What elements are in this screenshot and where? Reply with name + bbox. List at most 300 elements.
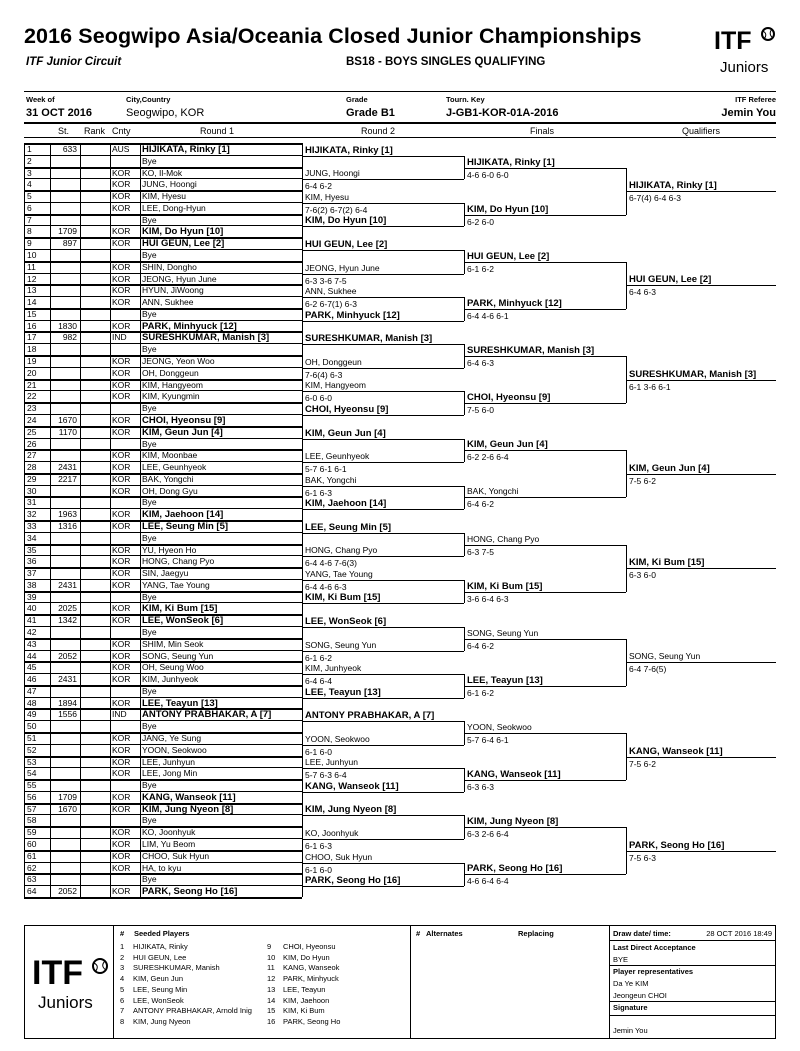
round2-line [302,886,464,887]
player-country: KOR [112,379,131,390]
round2-line [302,745,464,746]
qualifier-line [626,757,776,758]
finals-player: PARK, Minhyuck [12] [467,297,562,309]
draw-position: 11 [27,261,36,272]
finals-player: HUI GEUN, Lee [2] [467,250,550,262]
round2-player: KIM, Do Hyun [10] [305,215,387,227]
finals-line [464,309,626,310]
player-country: KOR [112,391,131,402]
seed-name: KIM, Ki Bum [283,1006,325,1016]
player-country: KOR [112,556,131,567]
player-name: ANTONY PRABHAKAR, A [7] [142,709,272,721]
player-name: YU, Hyeon Ho [142,544,197,555]
player-name: HA, to kyu [142,862,182,873]
footer-divider-1 [113,925,114,1039]
draw-position: 5 [27,191,32,202]
tourn-key-label: Tourn. Key [446,95,485,104]
draw-position: 37 [27,568,37,579]
player-country: KOR [112,485,131,496]
round2-line [302,179,464,180]
round2-score: 6-1 6-0 [305,864,332,875]
qualifier-line [626,568,776,569]
player-rank [50,486,77,497]
player-name: OH, Seung Woo [142,662,204,673]
round2-score: 6-3 3-6 7-5 [305,275,347,286]
finals-score: 5-7 6-4 6-1 [467,735,509,745]
round2-score: 6-4 6-4 [305,676,332,687]
player-name: LEE, Geunhyeok [142,462,207,473]
qualifier-score: 7-5 6-2 [629,475,656,486]
player-name: KIM, Hyesu [142,191,186,202]
finals-line [464,262,626,263]
player-country: KOR [112,285,131,296]
seed-number: 9 [267,942,272,951]
bracket-vline-r1 [302,685,303,709]
draw-position: 52 [27,744,37,755]
player-rank: 2025 [58,603,77,614]
finals-score: 6-4 6-3 [467,358,494,369]
finals-score: 6-2 6-0 [467,216,494,227]
draw-position: 43 [27,638,37,649]
player-country: KOR [112,297,131,308]
round2-player: LEE, Junhyun [305,757,358,768]
seed-name: HUI GEUN, Lee [133,952,187,962]
draw-position: 4 [27,179,32,190]
player-country: KOR [112,886,131,897]
player-name: CHOO, Suk Hyun [142,850,210,861]
player-country: KOR [112,850,131,861]
finals-player: PARK, Seong Ho [16] [467,863,563,875]
seed-number: 3 [120,963,125,973]
player-rank [50,368,77,379]
player-rank [50,391,77,402]
finals-line [464,780,626,781]
round2-player: SURESHKUMAR, Manish [3] [305,333,433,345]
player-country: KOR [112,202,131,213]
player-country: IND [112,709,127,720]
col-st: St. [58,126,70,136]
player-name: LEE, Seung Min [5] [142,520,229,532]
bracket-vline-r1 [302,544,303,568]
player-name: BAK, Yongchi [142,473,194,484]
bracket-vline-r1 [302,331,303,355]
seed-number: 6 [120,995,125,1005]
player-name: LEE, Dong-Hyun [142,202,206,213]
bracket-vline-r1 [302,284,303,308]
round2-player: LEE, Seung Min [5] [305,521,392,533]
finals-score: 6-1 6-2 [467,687,494,698]
round2-line [302,603,464,604]
draw-position: 31 [27,497,37,508]
bracket-vline-r1 [302,402,303,426]
draw-position: 44 [27,650,37,661]
seed-name: LEE, Teayun [283,984,326,994]
bracket-vline-r1 [302,143,303,167]
round2-player: KIM, Hangyeom [305,380,366,391]
finals-score: 7-5 6-0 [467,405,494,416]
player-rank: 1670 [58,803,77,814]
player-rank [50,356,77,367]
seed-name: CHOI, Hyeonsu [283,942,336,951]
qualifier-score: 6-7(4) 6-4 6-3 [629,193,681,204]
finals-player: BAK, Yongchi [467,486,519,497]
player-country: KOR [112,791,131,802]
player-name: KIM, Jaehoon [14] [142,509,224,521]
seed-name: LEE, WonSeok [133,995,184,1005]
player-rank: 982 [62,332,77,343]
col-round2: Round 2 [361,126,396,136]
round2-line [302,439,464,440]
footer-divider-2 [410,925,411,1039]
round2-line [302,203,464,204]
player-rank [50,745,77,756]
seed-number: 8 [120,1016,125,1026]
draw-position: 25 [27,426,37,437]
player-rank [50,780,77,791]
player-rank [50,839,77,850]
draw-position: 13 [27,285,37,296]
player-rank: 633 [62,144,77,154]
player-country: KOR [112,426,131,437]
draw-position: 21 [27,379,37,390]
player-name: SURESHKUMAR, Manish [3] [142,332,270,344]
player-rank [50,863,77,874]
draw-position: 61 [27,850,37,861]
player-name: KIM, Moonbae [142,450,198,461]
seed-number: 10 [267,952,276,962]
bracket-vline-r1 [302,850,303,874]
bracket-vline-r1 [302,167,303,191]
draw-position: 20 [27,367,37,378]
draw-position: 51 [27,733,37,743]
seed-name: PARK, Minhyuck [283,974,339,984]
player-name: Bye [142,155,157,166]
player-rank: 2217 [58,473,77,484]
round2-player: YANG, Tae Young [305,568,373,579]
finals-player: LEE, Teayun [13] [467,674,543,686]
round2-player: OH, Donggeun [305,356,362,367]
player-rank [50,344,77,355]
draw-position: 3 [27,167,32,178]
week-label: Week of [26,95,55,104]
draw-position: 58 [27,815,37,826]
player-name: Bye [142,308,157,319]
round2-player: KIM, Hyesu [305,191,349,202]
player-name: Bye [142,591,157,602]
round2-line [302,651,464,652]
player-rank: 1556 [58,709,77,720]
player-name: Bye [142,685,157,696]
draw-position: 29 [27,473,37,484]
bracket-vline-r1 [302,520,303,544]
round2-player: KIM, Geun Jun [4] [305,427,386,439]
player-country: KOR [112,733,131,743]
player-name: KIM, Geun Jun [4] [142,426,223,438]
player-name: KO, Il-Mok [142,167,183,178]
player-country: KOR [112,473,131,484]
seed-name: KIM, Jaehoon [283,995,330,1005]
player-country: KOR [112,544,131,555]
player-country: KOR [112,261,131,272]
bracket-vline-r1 [302,803,303,827]
player-name: KIM, Ki Bum [15] [142,603,218,615]
player-rank: 1170 [58,426,77,437]
round2-player: KO, Joonhyuk [305,828,359,839]
round2-score: 6-1 6-2 [305,652,332,663]
round2-line [302,226,464,227]
bracket-vline-r1 [302,779,303,803]
draw-position: 6 [27,202,32,213]
round2-player: PARK, Seong Ho [16] [305,875,401,887]
player-name: KANG, Wanseok [11] [142,791,236,803]
round2-line [302,839,464,840]
finals-player: HONG, Chang Pyo [467,533,540,544]
draw-position: 64 [27,886,37,897]
round2-player: LEE, Teayun [13] [305,686,381,698]
player-rank [50,851,77,862]
event-label: BS18 - BOYS SINGLES QUALIFYING [346,56,546,68]
finals-line [464,497,626,498]
seed-number: 13 [267,984,276,994]
signature-label: Signature [613,1003,648,1012]
player-rank [50,686,77,697]
round2-line [302,721,464,722]
player-country: KOR [112,603,131,614]
draw-position: 22 [27,391,37,402]
bracket-vline-r1 [302,591,303,615]
qualifier-score: 7-5 6-3 [629,852,656,863]
bracket-vline-r1 [302,638,303,662]
svg-text:Juniors: Juniors [38,993,93,1012]
player-country: KOR [112,697,131,708]
seed-number: 15 [267,1006,276,1016]
qualifier-score: 6-4 7-6(5) [629,664,667,675]
player-name: SHIN, Dongho [142,261,197,272]
bracket-vline-r1 [302,473,303,497]
player-country: KOR [112,827,131,838]
grade-value: Grade B1 [346,107,395,119]
qualifier-score: 6-3 6-0 [629,570,656,581]
player-country: KOR [112,768,131,779]
draw-position: 62 [27,862,37,873]
round2-player: HIJIKATA, Rinky [1] [305,144,393,156]
draw-position: 33 [27,520,37,531]
seed-number: 7 [120,1006,125,1016]
qualifier-line [626,851,776,852]
seed-name: ANTONY PRABHAKAR, Arnold Inig [133,1006,252,1016]
player-name: JEONG, Hyun June [142,273,217,284]
finals-line [464,592,626,593]
tourn-key-value: J-GB1-KOR-01A-2016 [446,107,559,119]
draw-position: 23 [27,403,37,414]
player-country: AUS [112,144,130,154]
player-country: KOR [112,191,131,202]
round2-line [302,462,464,463]
player-country: KOR [112,273,131,284]
bracket-vline-r1 [302,708,303,732]
draw-position: 32 [27,509,37,520]
round2-line [302,297,464,298]
player-name: Bye [142,721,157,732]
player-rank [50,592,77,603]
draw-position: 2 [27,155,32,166]
draw-position: 17 [27,332,37,343]
qualifier-score: 6-4 6-3 [629,287,656,298]
round2-player: ANN, Sukhee [305,286,357,297]
draw-position: 7 [27,214,32,225]
finals-player: KIM, Jung Nyeon [8] [467,816,559,828]
finals-score: 6-4 4-6 6-1 [467,310,509,321]
player-rank: 1709 [58,791,77,802]
player-country: KOR [112,756,131,767]
bracket-vline-r1 [302,308,303,332]
round2-player: CHOO, Suk Hyun [305,851,373,862]
seed-name: KANG, Wanseok [283,963,340,973]
draw-position: 50 [27,721,37,732]
player-name: HUI GEUN, Lee [2] [142,238,225,250]
player-rank [50,827,77,838]
qualifier-player: SURESHKUMAR, Manish [3] [629,368,757,380]
table-bottom-line [24,897,302,899]
draw-position: 36 [27,556,37,567]
draw-position: 34 [27,532,37,543]
finals-line [464,215,626,216]
player-country: KOR [112,744,131,755]
draw-position: 63 [27,874,37,885]
player-name: Bye [142,403,157,414]
round2-score: 7-6(2) 6-7(2) 6-4 [305,204,368,215]
bracket-vline-r1 [302,496,303,520]
city-value: Seogwipo, KOR [126,107,205,119]
round2-player: KANG, Wanseok [11] [305,780,399,792]
player-country: KOR [112,179,131,190]
qualifier-line [626,380,776,381]
bracket-vline-r1 [302,873,303,897]
player-name: PARK, Seong Ho [16] [142,886,238,898]
player-name: Bye [142,626,157,637]
round2-line [302,344,464,345]
draw-position: 26 [27,438,37,449]
bracket-vline-r1 [302,261,303,285]
seed-name: KIM, Geun Jun [133,974,184,984]
round2-line [302,768,464,769]
round2-player: HONG, Chang Pyo [305,545,378,556]
draw-position: 35 [27,544,37,555]
svg-text:ITF: ITF [714,27,752,55]
seed-number: 5 [120,984,125,994]
player-name: Bye [142,815,157,826]
finals-score: 4-6 6-4 6-4 [467,876,509,887]
player-rank [50,662,77,673]
qualifier-player: KIM, Geun Jun [4] [629,462,710,474]
round2-line [302,792,464,793]
finals-line [464,168,626,169]
player-country: KOR [112,462,131,473]
grade-label: Grade [346,95,368,104]
player-name: Bye [142,438,157,449]
player-reps-label: Player representatives [613,967,694,976]
draw-position: 10 [27,250,37,261]
player-name: KO, Joonhyuk [142,827,196,838]
bracket-vline-r1 [302,426,303,450]
finals-player: SONG, Seung Yun [467,627,539,638]
signature-value: Jemin You [613,1026,648,1035]
round2-line [302,415,464,416]
draw-position: 55 [27,780,37,791]
player-name: YOON, Seokwoo [142,744,207,755]
player-rank [50,309,77,320]
finals-line [464,356,626,357]
player-name: KIM, Hangyeom [142,379,203,390]
player-name: OH, Donggeun [142,367,199,378]
referee-label: ITF Referee [735,95,776,104]
finals-line [464,686,626,687]
seeded-players-label: Seeded Players [134,929,190,938]
finals-player: KIM, Ki Bum [15] [467,580,543,592]
bracket-vline-r1 [302,567,303,591]
bracket-vline-r1 [302,190,303,214]
player-name: OH, Dong Gyu [142,485,198,496]
player-rank [50,250,77,261]
player-country: KOR [112,520,131,531]
player-rank: 1963 [58,509,77,520]
finals-player: KIM, Do Hyun [10] [467,203,549,215]
player-country: KOR [112,568,131,579]
player-name: PARK, Minhyuck [12] [142,320,237,332]
player-rank [50,262,77,273]
draw-position: 54 [27,768,37,779]
bracket-vline-r1 [302,826,303,850]
round2-line [302,863,464,864]
round2-player: HUI GEUN, Lee [2] [305,239,388,251]
player-rank [50,627,77,638]
player-name: SIN, Jaegyu [142,568,189,579]
player-rank [50,768,77,779]
round2-player: LEE, Geunhyeok [305,451,370,462]
player-rank [50,721,77,732]
col-rank: Rank [84,126,106,136]
draw-position: 8 [27,226,32,237]
player-name: Bye [142,532,157,543]
finals-player: KIM, Geun Jun [4] [467,439,548,451]
player-rank [50,285,77,296]
round2-line [302,533,464,534]
player-rank: 2052 [58,650,77,661]
player-rank [50,168,77,179]
bracket-vline-r1 [302,237,303,261]
qualifier-score: 7-5 6-2 [629,758,656,769]
round2-score: 6-4 6-2 [305,181,332,192]
round2-line [302,486,464,487]
qualifier-line [626,474,776,475]
round2-player: KIM, Ki Bum [15] [305,592,381,604]
player-country: KOR [112,320,131,331]
player-name: Bye [142,497,157,508]
draw-date-value: 28 OCT 2016 18:49 [706,929,772,938]
player-rank [50,380,77,391]
draw-position: 28 [27,462,37,473]
player-rank: 2431 [58,674,77,685]
col-finals: Finals [530,126,555,136]
round2-line [302,815,464,816]
replacing-label: Replacing [518,929,554,938]
player-name: YANG, Tae Young [142,579,210,590]
finals-score: 6-1 6-2 [467,263,494,274]
player-name: LEE, Junhyun [142,756,195,767]
player-rank: 1709 [58,226,77,237]
draw-position: 12 [27,273,37,284]
player-rank: 2431 [58,462,77,473]
